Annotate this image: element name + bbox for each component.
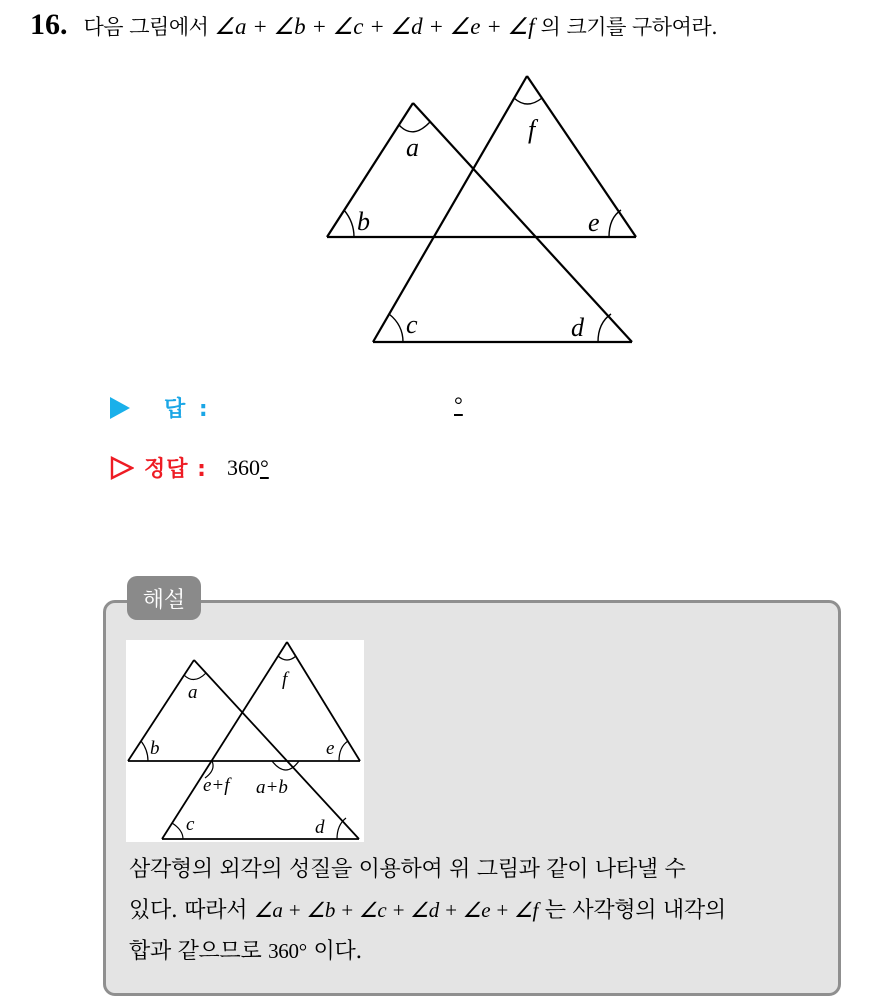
correct-answer-unit: ° <box>259 454 269 480</box>
angle-label-e: e <box>588 208 600 237</box>
solution-line-3-before: 합과 같으므로 <box>129 939 262 964</box>
answer-label: 답 : <box>164 397 211 422</box>
triangle2-right-side <box>527 76 636 237</box>
sol-label-b: b <box>150 738 160 759</box>
sol-label-e-plus-f: e+f <box>203 775 230 796</box>
question-text-after: 의 크기를 구하여라. <box>540 15 718 39</box>
solution-line-2 <box>129 890 829 931</box>
correct-answer-label: 정답 : <box>144 457 207 482</box>
sol-label-f: f <box>282 669 288 690</box>
answer-row <box>110 392 211 423</box>
question-text-before: 다음 그림에서 <box>83 15 209 39</box>
correct-marker-icon <box>110 456 134 480</box>
sol-label-d: d <box>315 817 325 838</box>
solution-line-1: 삼각형의 외각의 성질을 이용하여 위 그림과 같이 나타낼 수 <box>129 857 686 882</box>
triangle2-left-side <box>373 76 527 342</box>
angle-arc-f <box>514 98 542 104</box>
sol-label-a: a <box>188 682 198 703</box>
solution-line-3 <box>129 931 829 972</box>
angle-arc-b <box>344 210 354 237</box>
solution-tab: 해설 <box>127 576 201 620</box>
correct-answer-number: 360 <box>226 454 260 480</box>
solution-line-3-value: 360° <box>268 939 307 963</box>
question-number: 16. <box>30 8 68 41</box>
question-figure <box>300 70 660 360</box>
triangle1-left-side <box>327 103 413 237</box>
angle-label-c: c <box>406 310 418 339</box>
angle-label-f: f <box>528 115 536 144</box>
solution-line-2-expression: ∠a + ∠b + ∠c + ∠d + ∠e + ∠f <box>253 898 539 922</box>
answer-blank-unit: ° <box>454 392 463 417</box>
question-line <box>30 8 717 48</box>
solution-figure <box>126 640 364 842</box>
sol-label-a-plus-b: a+b <box>256 777 288 798</box>
angle-label-a: a <box>406 133 419 162</box>
angle-arc-a <box>399 122 430 132</box>
solution-line-3-after: 이다. <box>313 939 363 964</box>
angle-label-b: b <box>357 207 370 236</box>
sol-label-e: e <box>326 738 335 759</box>
correct-answer-row <box>110 452 269 483</box>
solution-line-2-before: 있다. 따라서 <box>129 898 248 923</box>
angle-arc-c <box>389 314 403 342</box>
sol-label-c: c <box>186 814 195 835</box>
answer-marker-icon <box>110 397 130 419</box>
question-expression: ∠a + ∠b + ∠c + ∠d + ∠e + ∠f <box>214 14 535 39</box>
solution-explanation <box>129 850 829 972</box>
angle-label-d: d <box>571 313 584 342</box>
solution-line-2-after: 는 사각형의 내각의 <box>544 898 726 923</box>
correct-answer-value <box>227 455 269 481</box>
